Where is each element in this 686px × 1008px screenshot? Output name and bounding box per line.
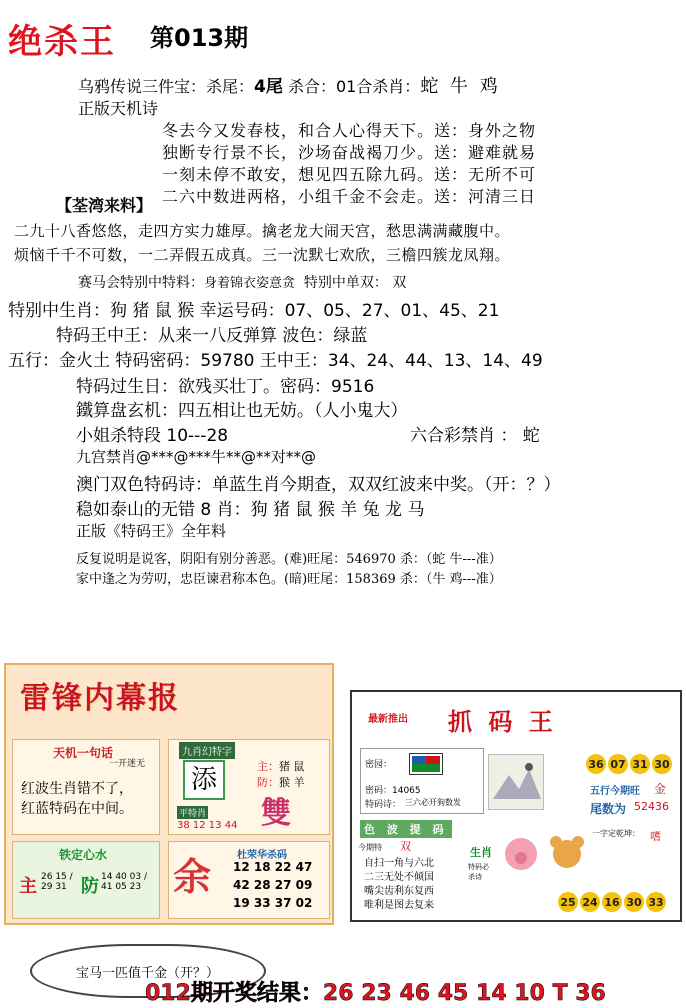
this-period: 今期特: [358, 843, 382, 852]
zodiac-label: 生肖: [470, 846, 492, 859]
number-ball: 36: [586, 754, 606, 774]
poem-line: 二六中数进两格，小组千金不会走。送：河清三日: [162, 187, 537, 206]
number-ball: 07: [608, 754, 628, 774]
new-label: 最新推出: [368, 714, 408, 725]
kill-tail: 4尾: [254, 77, 283, 97]
number-ball: 16: [602, 892, 622, 912]
number-ball: 24: [580, 892, 600, 912]
kill-combo: 杀合：01合杀肖：: [282, 77, 421, 96]
poem-line: 自扫一角与六北: [364, 858, 434, 869]
birthday-line: 特码过生日：欲残买壮丁。密码：9516: [76, 377, 375, 397]
sky-poem-label: 正版天机诗: [78, 99, 159, 118]
wx-text: 五行今期旺: [590, 786, 640, 797]
rat-icon: [544, 832, 590, 872]
poem-line: 嘴尖齿利东复西: [364, 886, 434, 897]
crow-line: [78, 72, 501, 98]
guard-label: 防：: [257, 776, 279, 789]
abacus-line: 鐵算盘玄机：四五相让也无妨。（人小鬼大）: [76, 401, 408, 421]
repeat-line: 反复说明是说客，阴阳有别分善恶。(难)旺尾：546970 杀：（蛇 牛---准）: [76, 552, 502, 567]
main-pick: [257, 758, 305, 774]
kill-row: 19 33 37 02: [233, 896, 313, 910]
annual-line: 正版《特码王》全年料: [76, 522, 227, 540]
heart-title: 铁定心水: [59, 848, 108, 862]
leifeng-panel: [4, 663, 334, 925]
eight-zodiac-line: 稳如泰山的无错 8 肖：狗 猪 鼠 猴 羊 兔 龙 马: [76, 500, 425, 520]
code-king-line: 特码王中王：从来一八反弹算 波色：绿蓝: [56, 326, 368, 346]
guard-value: 猴 羊: [279, 776, 305, 789]
main-label: 主：: [257, 760, 279, 773]
poem-line: 冬去今又发春枝，和合人心得天下。送：身外之物: [162, 121, 537, 140]
char-tian: 添: [183, 760, 225, 800]
code-label: 密园：: [365, 760, 393, 770]
pig-icon: [498, 832, 544, 872]
draw-result: 012期开奖结果：26 23 46 45 14 10 T 36: [145, 981, 606, 1006]
nine-palace-line: 九宫禁肖@***@***牛**@**对**@: [76, 448, 317, 466]
saima-label: 赛马会特别中特料：: [78, 275, 204, 291]
sky-sub: 一开迷无: [109, 759, 146, 769]
flat-label: 平特肖: [177, 806, 208, 819]
hint-value: 嗜: [650, 830, 661, 843]
char-shuang: 雙: [261, 796, 291, 831]
box-title: 九肖幻特字: [179, 742, 235, 759]
zhu-label: 主: [19, 876, 37, 897]
logo-icon: [409, 753, 443, 775]
code-box: [360, 748, 484, 814]
kill-box: [168, 841, 330, 919]
crow-prefix: 乌鸦传说三件宝：杀尾：: [78, 77, 255, 96]
main-value: 猪 鼠: [279, 760, 305, 773]
kill-row: 42 28 27 09: [233, 878, 313, 892]
lottery-ban-line: 六合彩禁肖 ： 蛇: [410, 426, 540, 446]
page-title: 绝杀王: [8, 22, 116, 62]
macau-poem-line: 澳门双色特码诗：单蓝生肖今期查，双双红波来中奖。（开：？）: [76, 475, 561, 495]
painting-icon: [488, 754, 544, 810]
hint-text: 一字定乾坤：: [592, 829, 640, 838]
repeat-line: 家中逢之为劳叨，忠臣谏君称本色。(暗)旺尾：158369 杀：（牛 鸡---准）: [76, 572, 502, 587]
number-ball: 33: [646, 892, 666, 912]
odd-even-value: 双: [392, 275, 407, 291]
special-text: 三六必开狗数发: [405, 798, 461, 807]
zodiac-sub: 特码必杀诗: [468, 863, 489, 881]
shuang-value: 双: [400, 840, 411, 853]
flat-numbers: 38 12 13 44: [177, 820, 238, 831]
sky-title: 天机一句话: [53, 746, 114, 760]
verse-line: 二九十八香悠悠，走四方实力雄厚。擒老龙大闹天宫，愁思满满藏腹中。: [14, 222, 511, 240]
cloud-text: 宝马一匹值千金（开？）: [76, 966, 220, 981]
poem-line: 独断专行景不长，沙场奋战褐刀少。送：避难就易: [162, 143, 537, 162]
zhuama-title: 抓 码 王: [448, 707, 557, 736]
saima-text: 身着锦衣姿意贪: [204, 276, 296, 291]
poem-line: 一刻未停不敢安，想见四五除九码。送：无所不可: [162, 165, 537, 184]
verse-line: 烦恼千千不可数，一二弄假五成真。三一沈默七欢欣，三檐四簇龙凤翔。: [14, 246, 511, 264]
wx-value: 金: [654, 782, 667, 796]
nine-zodiac-box: [168, 739, 330, 835]
saima-line: [78, 272, 406, 292]
char-yu: 余: [173, 855, 212, 899]
kill-row: 12 18 22 47: [233, 860, 313, 874]
issue-number: 第013期: [150, 24, 249, 52]
source-label: 【荃湾来料】: [56, 196, 153, 215]
special-zodiac-line: 特别中生肖：狗 猪 鼠 猴 幸运号码：07、05、27、01、45、21: [8, 301, 500, 321]
miss-kill-line: 小姐杀特段 10---28: [76, 426, 229, 446]
five-elements-line: 五行：金火土 特码密码：59780 王中王：34、24、44、13、14、49: [8, 351, 543, 371]
number-ball: 30: [624, 892, 644, 912]
fang-numbers: 14 40 03 / 41 05 23: [101, 872, 147, 892]
odd-even-label: 特别中单双：: [303, 275, 388, 291]
tail-value: 52436: [634, 800, 669, 813]
heart-box: [12, 841, 160, 919]
kill-title: 杜荣华杀码: [237, 850, 287, 861]
fang-label: 防: [81, 876, 99, 897]
number-ball: 31: [630, 754, 650, 774]
color-tags: 色 波 提 码: [360, 820, 452, 838]
number-ball: 25: [558, 892, 578, 912]
zhu-numbers: 26 15 / 29 31: [41, 872, 73, 892]
number-ball: 30: [652, 754, 672, 774]
poem-line: 二三无处不倾国: [364, 872, 434, 883]
sky-text-2: 红蓝特码在中间。: [21, 801, 133, 817]
sky-box: [12, 739, 160, 835]
special-label: 特码诗：: [365, 800, 402, 810]
zhuama-panel: [350, 690, 682, 922]
kill-zodiac: 蛇 牛 鸡: [420, 76, 501, 97]
code-number: 密码：14065: [365, 786, 421, 796]
tail-text: 尾数为: [590, 802, 627, 816]
sky-text-1: 红波生肖错不了，: [21, 781, 133, 797]
poem-line: 唯利是图去复来: [364, 900, 434, 911]
leifeng-title: 雷锋内幕报: [20, 681, 180, 716]
